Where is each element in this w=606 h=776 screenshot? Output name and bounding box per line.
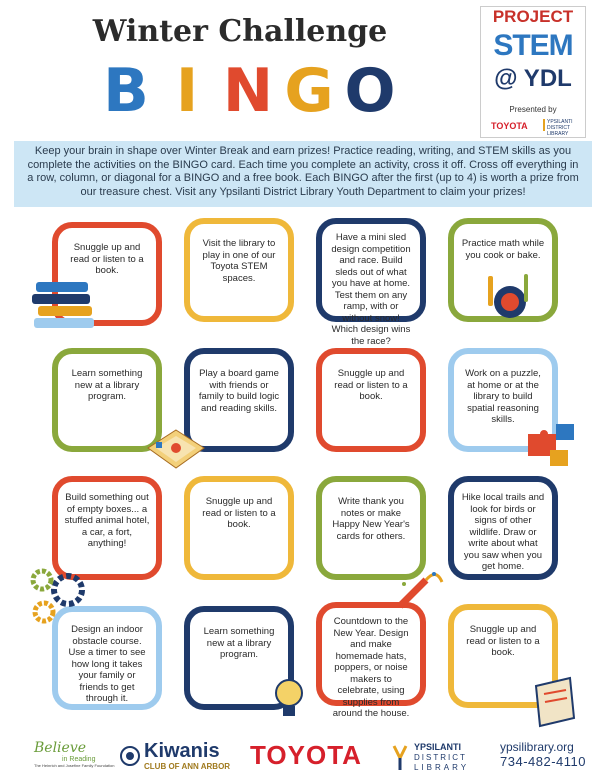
bingo-letter: O [344, 56, 396, 126]
ypsi-line3: LIBRARY [414, 763, 470, 772]
bingo-letter: G [284, 56, 334, 126]
toyota-text: TOYOTA [250, 740, 362, 770]
kiwanis-text: Kiwanis [144, 740, 220, 762]
bingo-cell[interactable] [448, 476, 558, 580]
bingo-letter: B [103, 56, 149, 126]
intro-text: Keep your brain in shape over Winter Break and earn prizes! Practice reading, writing, and STEM skills as you complete the activities on the BINGO card. Each time you complete an activity, cross it off. Cross off everything in a row, column, or diagonal for a BINGO and a free book. Each BINGO after the first (up to 4) is worth a prize from our treasure chest. Visit any Ypsilanti District Library Youth Department to claim your prizes! [14, 141, 592, 207]
bingo-letter: N [222, 56, 274, 126]
open-book-icon [530, 676, 578, 730]
cell-text: Snuggle up and read or listen to a book. [70, 242, 144, 276]
cell-text: Visit the library to play in one of our Toyota STEM spaces. [202, 238, 276, 284]
cooking-utensils-icon [482, 272, 534, 322]
logo-stem: STEM [493, 29, 573, 62]
bingo-cell[interactable] [184, 218, 294, 322]
cell-text: Practice math while you cook or bake. [461, 238, 545, 261]
believe-logo [34, 740, 124, 776]
project-stem-logo [480, 6, 586, 138]
bingo-cell[interactable] [52, 476, 162, 580]
bingo-cell[interactable] [184, 476, 294, 580]
bingo-cell[interactable] [316, 602, 426, 719]
cell-text: Have a mini sled design competition and race. Build sleds out of what you have at home. Test them on any ramp, with or without snow! Which design wins the race? [331, 232, 411, 347]
ypsi-line2: DISTRICT [414, 753, 467, 762]
contact-info [500, 740, 600, 776]
logo-presented: Presented by [509, 105, 557, 114]
lightbulb-icon [272, 676, 306, 726]
party-horn-icon [396, 566, 446, 612]
cell-text: Work on a puzzle, at home or at the library to build spatial reasoning skills. [465, 368, 541, 425]
phone-number: 734-482-4110 [500, 754, 586, 769]
logo-project: PROJECT [492, 7, 574, 26]
logo-sponsor: TOYOTA [491, 121, 528, 131]
believe-text: Believe [34, 740, 87, 756]
ypsilanti-y-icon [392, 744, 408, 772]
book-stack-icon [30, 280, 100, 336]
toyota-logo [250, 740, 380, 776]
believe-sub: in Reading [62, 756, 96, 763]
page-title: Winter Challenge [92, 14, 388, 49]
cell-text: Learn something new at a library program. [71, 368, 143, 402]
ypsilanti-library-logo [392, 740, 492, 776]
website-link[interactable]: ypsilibrary.org [500, 740, 574, 754]
bingo-wordmark [98, 56, 403, 126]
bingo-cell[interactable] [316, 218, 426, 347]
logo-library: YPSILANTI DISTRICT LIBRARY [543, 119, 583, 131]
logo-ydl: @ YDL [494, 65, 572, 92]
cell-text: Learn something new at a library program. [203, 626, 275, 660]
puzzle-pieces-icon [524, 420, 580, 470]
cell-text: Countdown to the New Year. Design and make homemade hats, poppers, or noise makers to celebrate, using supplies from around the house. [332, 616, 410, 719]
bingo-cell[interactable] [316, 348, 426, 452]
kiwanis-emblem-icon [120, 746, 140, 766]
cell-text: Design an indoor obstacle course. Use a timer to see how long it takes your family or friends to get through it. [68, 624, 146, 704]
bingo-cell[interactable] [316, 476, 426, 580]
cell-text: Snuggle up and read or listen to a book. [466, 624, 540, 658]
cell-text: Hike local trails and look for birds or signs of other wildlife. Draw or write about what you saw when you get home. [461, 492, 545, 572]
cell-text: Write thank you notes or make Happy New Year's cards for others. [332, 496, 410, 542]
kiwanis-logo [120, 740, 242, 776]
gears-icon [28, 566, 88, 626]
cell-text: Play a board game with friends or family to build logic and reading skills. [198, 368, 280, 414]
believe-fine: The Heinrich and Josefine Family Foundation [34, 763, 115, 768]
board-game-icon [146, 428, 206, 472]
cell-text: Snuggle up and read or listen to a book. [334, 368, 408, 402]
kiwanis-sub: CLUB OF ANN ARBOR [144, 762, 231, 771]
cell-text: Snuggle up and read or listen to a book. [202, 496, 276, 530]
ypsi-line1: YPSILANTI [414, 742, 462, 752]
bingo-letter: I [175, 56, 199, 126]
cell-text: Build something out of empty boxes... a stuffed animal hotel, a car, a fort, anything! [64, 492, 150, 549]
